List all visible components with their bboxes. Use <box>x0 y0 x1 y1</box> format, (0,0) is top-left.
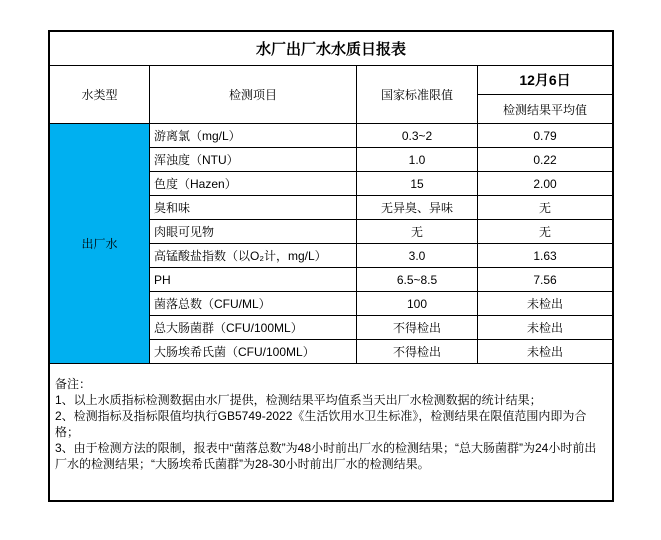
header-test-item: 检测项目 <box>150 66 357 124</box>
row-item-colony-count: 菌落总数（CFU/ML） <box>150 292 357 316</box>
row-item-permanganate: 高锰酸盐指数（以O₂计，mg/L） <box>150 244 357 268</box>
row-result-odor: 无 <box>478 196 612 220</box>
report-title: 水厂出厂水水质日报表 <box>50 32 612 66</box>
note-line-3: 3、由于检测方法的限制，报表中“菌落总数”为48小时前出厂水的检测结果；“总大肠菌群”为24小时前出厂水的检测结果；“大肠埃希氏菌群”为28-30小时前出厂水的检测结果。 <box>55 441 597 471</box>
row-result-colony-count: 未检出 <box>478 292 612 316</box>
row-item-ph: PH <box>150 268 357 292</box>
notes-label: 备注： <box>55 377 92 391</box>
header-water-type: 水类型 <box>50 66 150 124</box>
row-limit-color: 15 <box>357 172 478 196</box>
row-result-total-coliform: 未检出 <box>478 316 612 340</box>
water-type-cell: 出厂水 <box>50 124 150 364</box>
row-item-ecoli: 大肠埃希氏菌（CFU/100ML） <box>150 340 357 364</box>
row-result-permanganate: 1.63 <box>478 244 612 268</box>
note-line-1: 1、以上水质指标检测数据由水厂提供，检测结果平均值系当天出厂水检测数据的统计结果； <box>55 393 542 407</box>
row-result-free-chlorine: 0.79 <box>478 124 612 148</box>
row-result-visible-matter: 无 <box>478 220 612 244</box>
water-quality-report-table <box>48 30 614 502</box>
row-item-total-coliform: 总大肠菌群（CFU/100ML） <box>150 316 357 340</box>
row-item-free-chlorine: 游离氯（mg/L） <box>150 124 357 148</box>
row-result-ecoli: 未检出 <box>478 340 612 364</box>
row-result-color: 2.00 <box>478 172 612 196</box>
row-limit-free-chlorine: 0.3~2 <box>357 124 478 148</box>
row-result-ph: 7.56 <box>478 268 612 292</box>
row-limit-ecoli: 不得检出 <box>357 340 478 364</box>
row-limit-permanganate: 3.0 <box>357 244 478 268</box>
notes-section <box>50 364 612 500</box>
row-limit-ph: 6.5~8.5 <box>357 268 478 292</box>
header-date: 12月6日 <box>478 66 612 95</box>
row-limit-odor: 无异臭、异味 <box>357 196 478 220</box>
row-item-odor: 臭和味 <box>150 196 357 220</box>
header-average-result: 检测结果平均值 <box>478 95 612 124</box>
row-result-turbidity: 0.22 <box>478 148 612 172</box>
row-item-color: 色度（Hazen） <box>150 172 357 196</box>
row-limit-total-coliform: 不得检出 <box>357 316 478 340</box>
header-standard-limit: 国家标准限值 <box>357 66 478 124</box>
row-limit-colony-count: 100 <box>357 292 478 316</box>
row-limit-visible-matter: 无 <box>357 220 478 244</box>
note-line-2: 2、检测指标及指标限值均执行GB5749-2022《生活饮用水卫生标准》，检测结果在限值范围内即为合格； <box>55 409 587 439</box>
row-item-visible-matter: 肉眼可见物 <box>150 220 357 244</box>
row-item-turbidity: 浑浊度（NTU） <box>150 148 357 172</box>
row-limit-turbidity: 1.0 <box>357 148 478 172</box>
